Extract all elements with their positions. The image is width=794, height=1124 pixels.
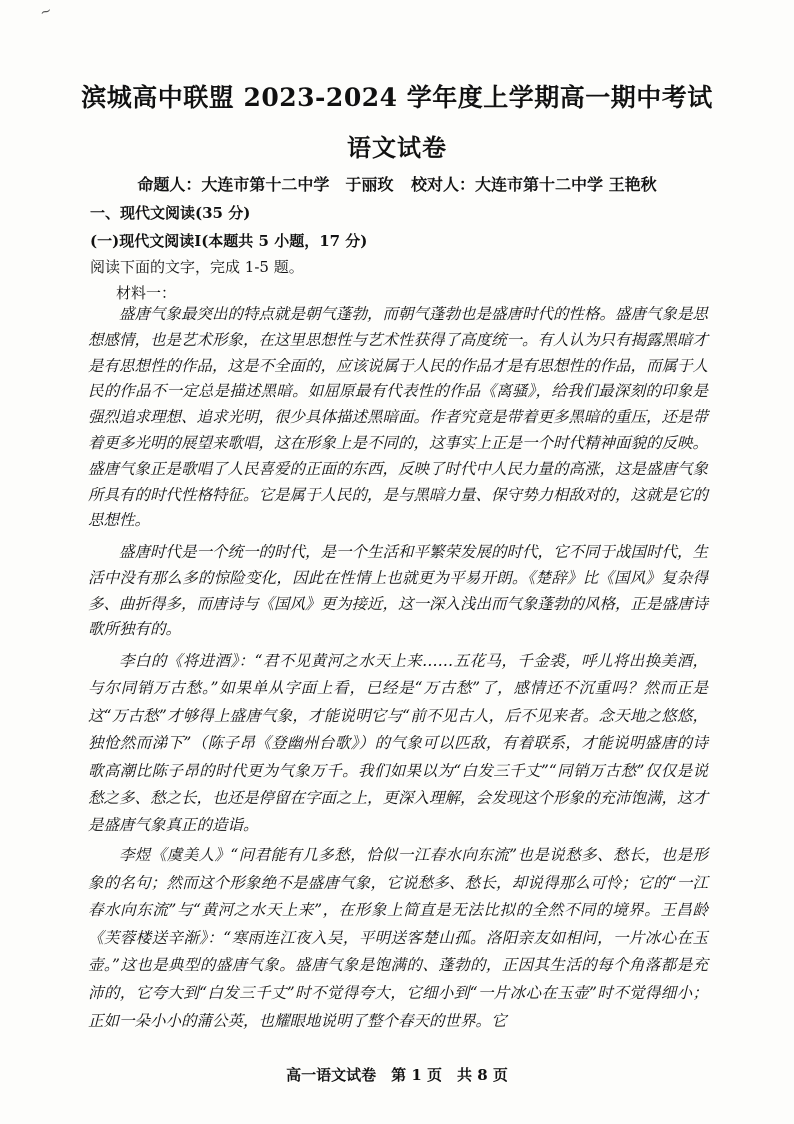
exam-subtitle: 语文试卷 xyxy=(347,133,447,162)
subsection-heading: (一)现代文阅读Ⅰ(本题共 5 小题，17 分) xyxy=(90,232,368,250)
material-label: 材料一： xyxy=(116,284,177,302)
exam-title: 滨城高中联盟 2023-2024 学年度上学期高一期中考试 xyxy=(81,83,713,112)
passage-paragraph-4: 李煜《虞美人》“问君能有几多愁，恰似一江春水向东流”也是说愁多、愁长，也是形象的名句；然而这个形象绝不是盛唐气象，它说愁多、愁长，却说得那么可怜；它的“一江春水向东流”与“黄河之水天上来”，在形象上简直是无法比拟的全然不同的境界。王昌龄《芙蓉楼送辛渐》：“寒雨连江夜入吴，平明送客楚山孤。洛阳亲友如相问，一片冰心在玉壶。”这也是典型的盛唐气象。盛唐气象是饱满的、蓬勃的，正因其生活的每个角落都是充沛的，它夸大到“白发三千丈”时不觉得夸大，它细小到“一片冰心在玉壶”时不觉得细小；正如一朵小小的蒲公英，也耀眼地说明了整个春天的世界。它 xyxy=(88,846,708,1030)
page-footer: 高一语文试卷 第 1 页 共 8 页 xyxy=(286,1066,508,1084)
section-heading: 一、现代文阅读(35 分) xyxy=(90,204,251,222)
authors-line xyxy=(0,172,794,195)
passage-paragraph-1: 盛唐气象最突出的特点就是朝气蓬勃，而朝气蓬勃也是盛唐时代的性格。盛唐气象是思想感情，也是艺术形象，在这里思想性与艺术性获得了高度统一。有人认为只有揭露黑暗才是有思想性的作品，这是不全面的，应该说属于人民的作品才是有思想性的作品，而属于人民的作品不一定总是描述黑暗。如屈原最有代表性的作品《离骚》，给我们最深刻的印象是强烈追求理想、追求光明，很少具体描述黑暗面。作者究竟是带着更多黑暗的重压，还是带着更多光明的展望来歌唱，这在形象上是不同的，这事实上正是一个时代精神面貌的反映。盛唐气象正是歌唱了人民喜爱的正面的东西，反映了时代中人民力量的高涨，这是盛唐气象所具有的时代性格特征。它是属于人民的，是与黑暗力量、保守势力相敌对的，这就是它的思想性。 xyxy=(88,305,709,530)
setter-text: 命题人：大连市第十二中学 于丽玫 xyxy=(137,175,394,194)
passage-paragraph-3: 李白的《将进酒》：“君不见黄河之水天上来……五花马，千金裘，呼儿将出换美酒，与尔同销万古愁。”如果单从字面上看，已经是“万古愁”了，感情还不沉重吗？然而正是这“万古愁”才够得上盛唐气象，才能说明它与“前不见古人，后不见来者。念天地之悠悠，独怆然而涕下”（陈子昂《登幽州台歌》）的气象可以匹敌，有着联系，才能说明盛唐的诗歌高潮比陈子昂的时代更为气象万千。我们如果以为“白发三千丈”“同销万古愁”仅仅是说愁之多、愁之长，也还是停留在字面之上，更深入理解，会发现这个形象的充沛饱满，这才是盛唐气象真正的造诣。 xyxy=(88,652,709,835)
passage-paragraph-2: 盛唐时代是一个统一的时代，是一个生活和平繁荣发展的时代，它不同于战国时代，生活中没有那么多的惊险变化，因此在性情上也就更为平易开朗。《楚辞》比《国风》复杂得多、曲折得多，而唐诗与《国风》更为接近，这一深入浅出而气象蓬勃的风格，正是盛唐诗歌所独有的。 xyxy=(88,543,709,639)
corner-scribble: ~ xyxy=(37,2,55,22)
instruction-text: 阅读下面的文字，完成 1-5 题。 xyxy=(90,258,304,276)
checker-text: 校对人：大连市第十二中学 王艳秋 xyxy=(411,175,657,194)
